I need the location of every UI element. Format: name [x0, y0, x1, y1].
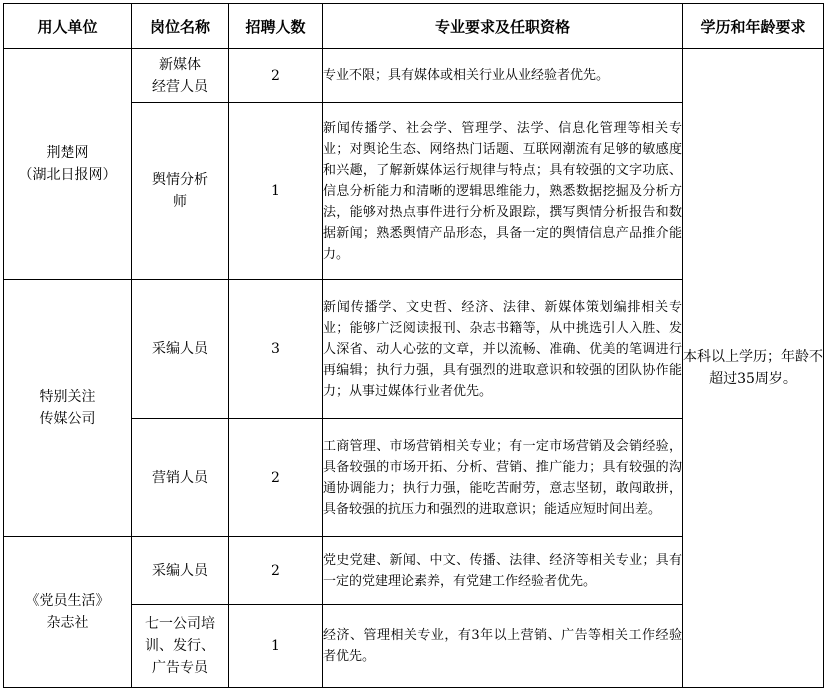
- unit-special: [4, 280, 132, 537]
- count-cell: 2: [229, 419, 323, 537]
- count-cell: 2: [229, 49, 323, 103]
- header-requirements: 专业要求及任职资格: [323, 4, 683, 49]
- requirements-cell: 专业不限；具有媒体或相关行业从业经验者优先。: [323, 49, 683, 103]
- unit-label: 荆楚网 （湖北日报网）: [18, 145, 117, 183]
- position-cell: 采编人员: [132, 537, 229, 605]
- position-cell: 营销人员: [132, 419, 229, 537]
- recruitment-table: [3, 3, 824, 688]
- position-cell: 七一公司培 训、发行、 广告专员: [132, 605, 229, 688]
- count-cell: 1: [229, 103, 323, 280]
- unit-label: 特别关注 传媒公司: [39, 389, 96, 427]
- unit-label: 《党员生活》 杂志社: [25, 593, 110, 631]
- education-requirement: [683, 49, 824, 688]
- table-row: [4, 49, 824, 103]
- header-unit: 用人单位: [4, 4, 132, 49]
- requirements-cell: 新闻传播学、文史哲、经济、法律、新媒体策划编排相关专业；能够广泛阅读报刊、杂志书籍等，从中挑选引人入胜、发人深省、动人心弦的文章，并以流畅、准确、优美的笔调进行再编辑；执行力强，具有强烈的进取意识和较强的团队协作能力；从事过媒体行业者优先。: [323, 280, 683, 419]
- header-education: 学历和年龄要求: [683, 4, 824, 49]
- unit-party: [4, 537, 132, 688]
- count-cell: 3: [229, 280, 323, 419]
- count-cell: 1: [229, 605, 323, 688]
- education-text: 本科以上学历；年龄不超过35周岁。: [683, 349, 823, 387]
- header-count: 招聘人数: [229, 4, 323, 49]
- position-cell: 采编人员: [132, 280, 229, 419]
- requirements-cell: 党史党建、新闻、中文、传播、法律、经济等相关专业；具有一定的党建理论素养，有党建工作经验者优先。: [323, 537, 683, 605]
- position-cell: 舆情分析 师: [132, 103, 229, 280]
- header-row: [4, 4, 824, 49]
- position-cell: 新媒体 经营人员: [132, 49, 229, 103]
- count-cell: 2: [229, 537, 323, 605]
- requirements-cell: 新闻传播学、社会学、管理学、法学、信息化管理等相关专业；对舆论生态、网络热门话题、互联网潮流有足够的敏感度和兴趣，了解新媒体运行规律与特点；具有较强的文字功底、信息分析能力和清晰的逻辑思维能力，熟悉数据挖掘及分析方法，能够对热点事件进行分析及跟踪，撰写舆情分析报告和数据新闻；熟悉舆情产品形态，具备一定的舆情信息产品推介能力。: [323, 103, 683, 280]
- unit-jingchu: [4, 49, 132, 280]
- header-position: 岗位名称: [132, 4, 229, 49]
- requirements-cell: 经济、管理相关专业，有3年以上营销、广告等相关工作经验者优先。: [323, 605, 683, 688]
- requirements-cell: 工商管理、市场营销相关专业；有一定市场营销及会销经验，具备较强的市场开拓、分析、营销、推广能力；具有较强的沟通协调能力；执行力强，能吃苦耐劳，意志坚韧，敢闯敢拼，具备较强的抗压力和强烈的进取意识；能适应短时间出差。: [323, 419, 683, 537]
